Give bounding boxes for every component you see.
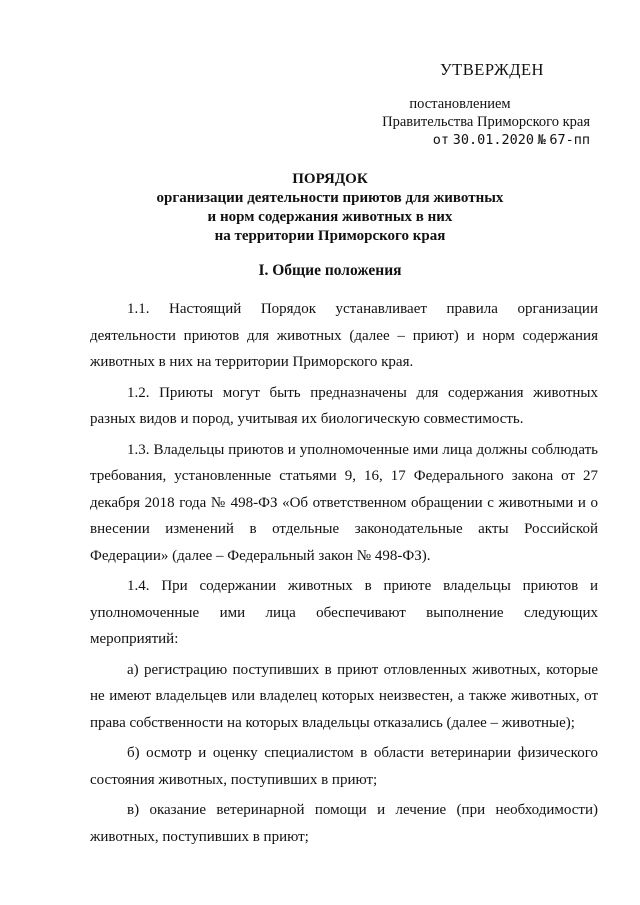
decree-line-1: постановлением	[409, 96, 511, 112]
list-item-c: в) оказание ветеринарной помощи и лечение (при необходимости) животных, поступивших в приют;	[90, 802, 598, 845]
decree-reference	[330, 95, 590, 149]
paragraph-1-4: 1.4. При содержании животных в приюте владельцы приютов и уполномоченные ими лица обеспечивают выполнение следующих мероприятий:	[90, 578, 598, 647]
document-body	[90, 296, 598, 854]
title-line-4: на территории Приморского края	[214, 228, 446, 244]
decree-date-prefix: от	[432, 132, 450, 148]
decree-date: 30.01.2020	[452, 132, 534, 148]
list-item-b: б) осмотр и оценку специалистом в области ветеринарии физического состояния животных, поступивших в приют;	[90, 745, 598, 788]
list-item-a: а) регистрацию поступивших в приют отловленных животных, которые не имеют владельцев или владелец которых неизвестен, а также животных, от права собственности на которых владельцы отказались (далее – животные);	[90, 661, 598, 731]
approved-stamp: УТВЕРЖДЕН	[440, 60, 544, 79]
title-line-3: и норм содержания животных в них	[207, 209, 453, 225]
document-title	[90, 170, 570, 246]
title-line-2: организации деятельности приютов для животных	[156, 190, 504, 206]
decree-number-sign: №	[537, 132, 546, 148]
decree-date-line	[330, 131, 590, 149]
paragraph-1-3: 1.3. Владельцы приютов и уполномоченные ими лица должны соблюдать требования, установленные статьями 9, 16, 17 Федерального закона от 27 декабря 2018 года № 498-ФЗ «Об ответственном обращении с животными и о внесении изменений в отдельные законодательные акты Российской Федерации» (далее – Федеральный закон № 498-ФЗ).	[90, 441, 598, 564]
section-heading: I. Общие положения	[258, 262, 402, 279]
paragraph-1-1: 1.1. Настоящий Порядок устанавливает правила организации деятельности приютов для животных (далее – приют) и норм содержания животных в них на территории Приморского края.	[90, 301, 598, 370]
decree-line-2: Правительства Приморского края	[382, 114, 590, 130]
decree-number: 67-пп	[549, 132, 590, 148]
paragraph-1-2: 1.2. Приюты могут быть предназначены для содержания животных разных видов и пород, учитывая их биологическую совместимость.	[90, 384, 598, 427]
title-line-1: ПОРЯДОК	[292, 171, 368, 187]
